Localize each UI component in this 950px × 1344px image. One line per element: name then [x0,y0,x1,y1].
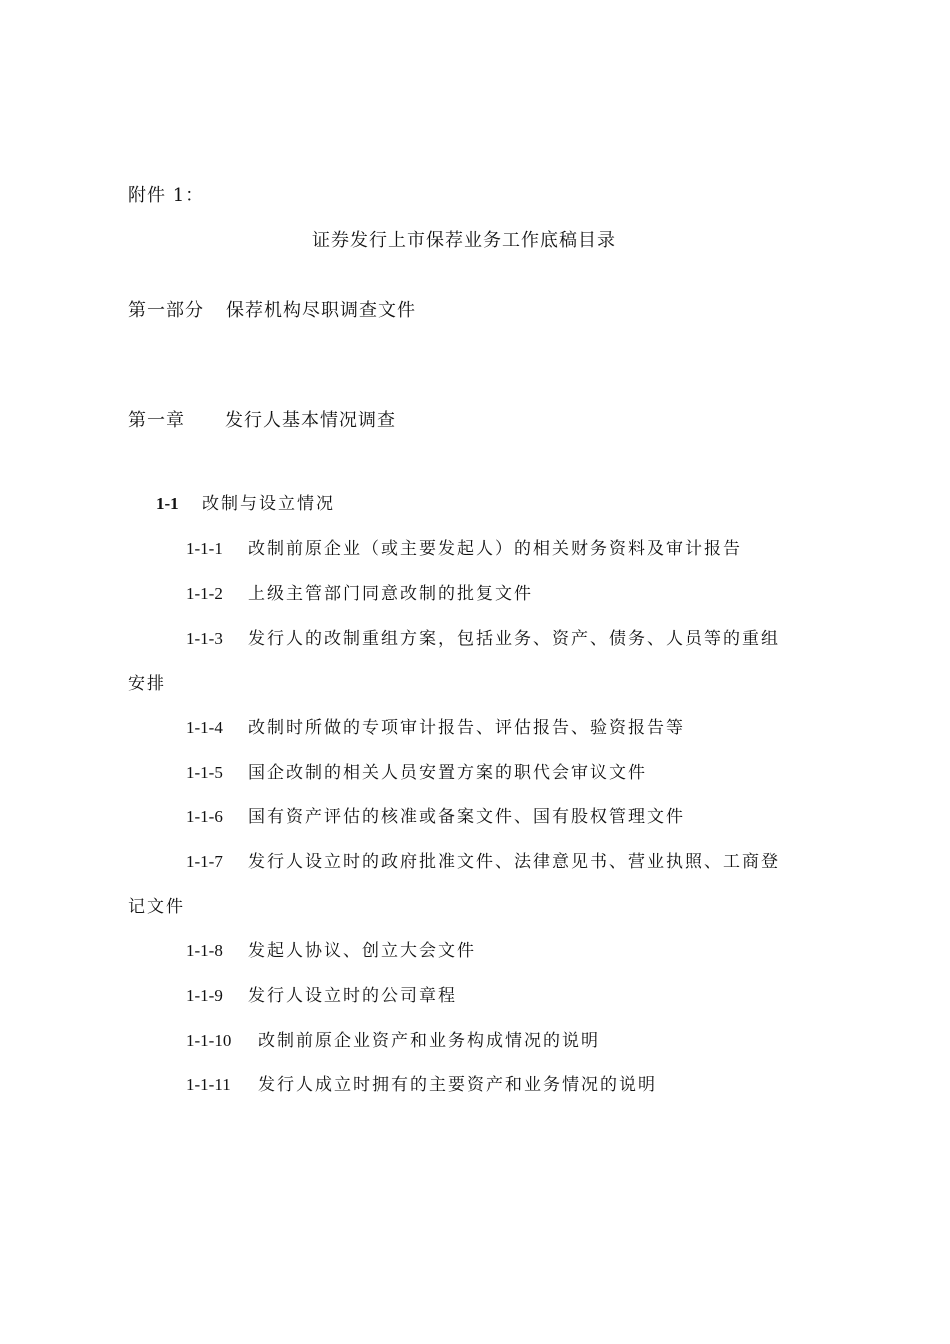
item-number: 1-1-1 [186,539,223,558]
item-number: 1-1-11 [186,1075,231,1094]
chapter-heading [128,409,396,433]
item-text: 改制时所做的专项审计报告、评估报告、验资报告等 [248,718,685,738]
item-number: 1-1-5 [186,763,223,782]
item-number: 1-1-6 [186,807,223,826]
attachment-label: 附件 1： [128,185,205,206]
item-text: 国有资产评估的核准或备案文件、国有股权管理文件 [248,807,685,827]
item-text: 发行人成立时拥有的主要资产和业务情况的说明 [258,1075,657,1095]
item-number: 1-1-10 [186,1031,232,1050]
section-heading [156,492,335,516]
item-text-continuation: 记文件 [128,897,185,917]
part-heading [128,299,416,323]
item-text: 改制前原企业资产和业务构成情况的说明 [258,1031,600,1051]
item-text: 上级主管部门同意改制的批复文件 [248,584,533,604]
list-item [186,850,780,874]
list-item [186,805,685,829]
list-item [186,984,457,1008]
item-text: 发起人协议、创立大会文件 [248,941,476,961]
item-number: 1-1-8 [186,941,223,960]
list-item [186,716,685,740]
item-text: 发行人的改制重组方案，包括业务、资产、债务、人员等的重组 [248,629,780,649]
list-item [186,761,647,785]
chapter-number: 第一章 [128,410,185,431]
document-title: 证券发行上市保荐业务工作底稿目录 [312,230,616,251]
list-item [186,582,533,606]
chapter-title: 发行人基本情况调查 [225,410,396,431]
section-number: 1-1 [156,494,179,513]
part-number: 第一部分 [128,300,204,321]
section-title: 改制与设立情况 [202,494,335,514]
item-number: 1-1-3 [186,629,223,648]
list-item [186,939,476,963]
item-number: 1-1-4 [186,718,223,737]
item-number: 1-1-9 [186,986,223,1005]
item-text: 改制前原企业（或主要发起人）的相关财务资料及审计报告 [248,539,742,559]
item-text-continuation: 安排 [128,674,166,694]
item-text: 发行人设立时的公司章程 [248,986,457,1006]
item-text: 发行人设立时的政府批准文件、法律意见书、营业执照、工商登 [248,852,780,872]
item-number: 1-1-7 [186,852,223,871]
list-item [186,1029,600,1053]
item-number: 1-1-2 [186,584,223,603]
part-title: 保荐机构尽职调查文件 [226,300,416,321]
list-item [186,537,742,561]
list-item [186,627,780,651]
list-item [186,1073,657,1097]
item-text: 国企改制的相关人员安置方案的职代会审议文件 [248,763,647,783]
